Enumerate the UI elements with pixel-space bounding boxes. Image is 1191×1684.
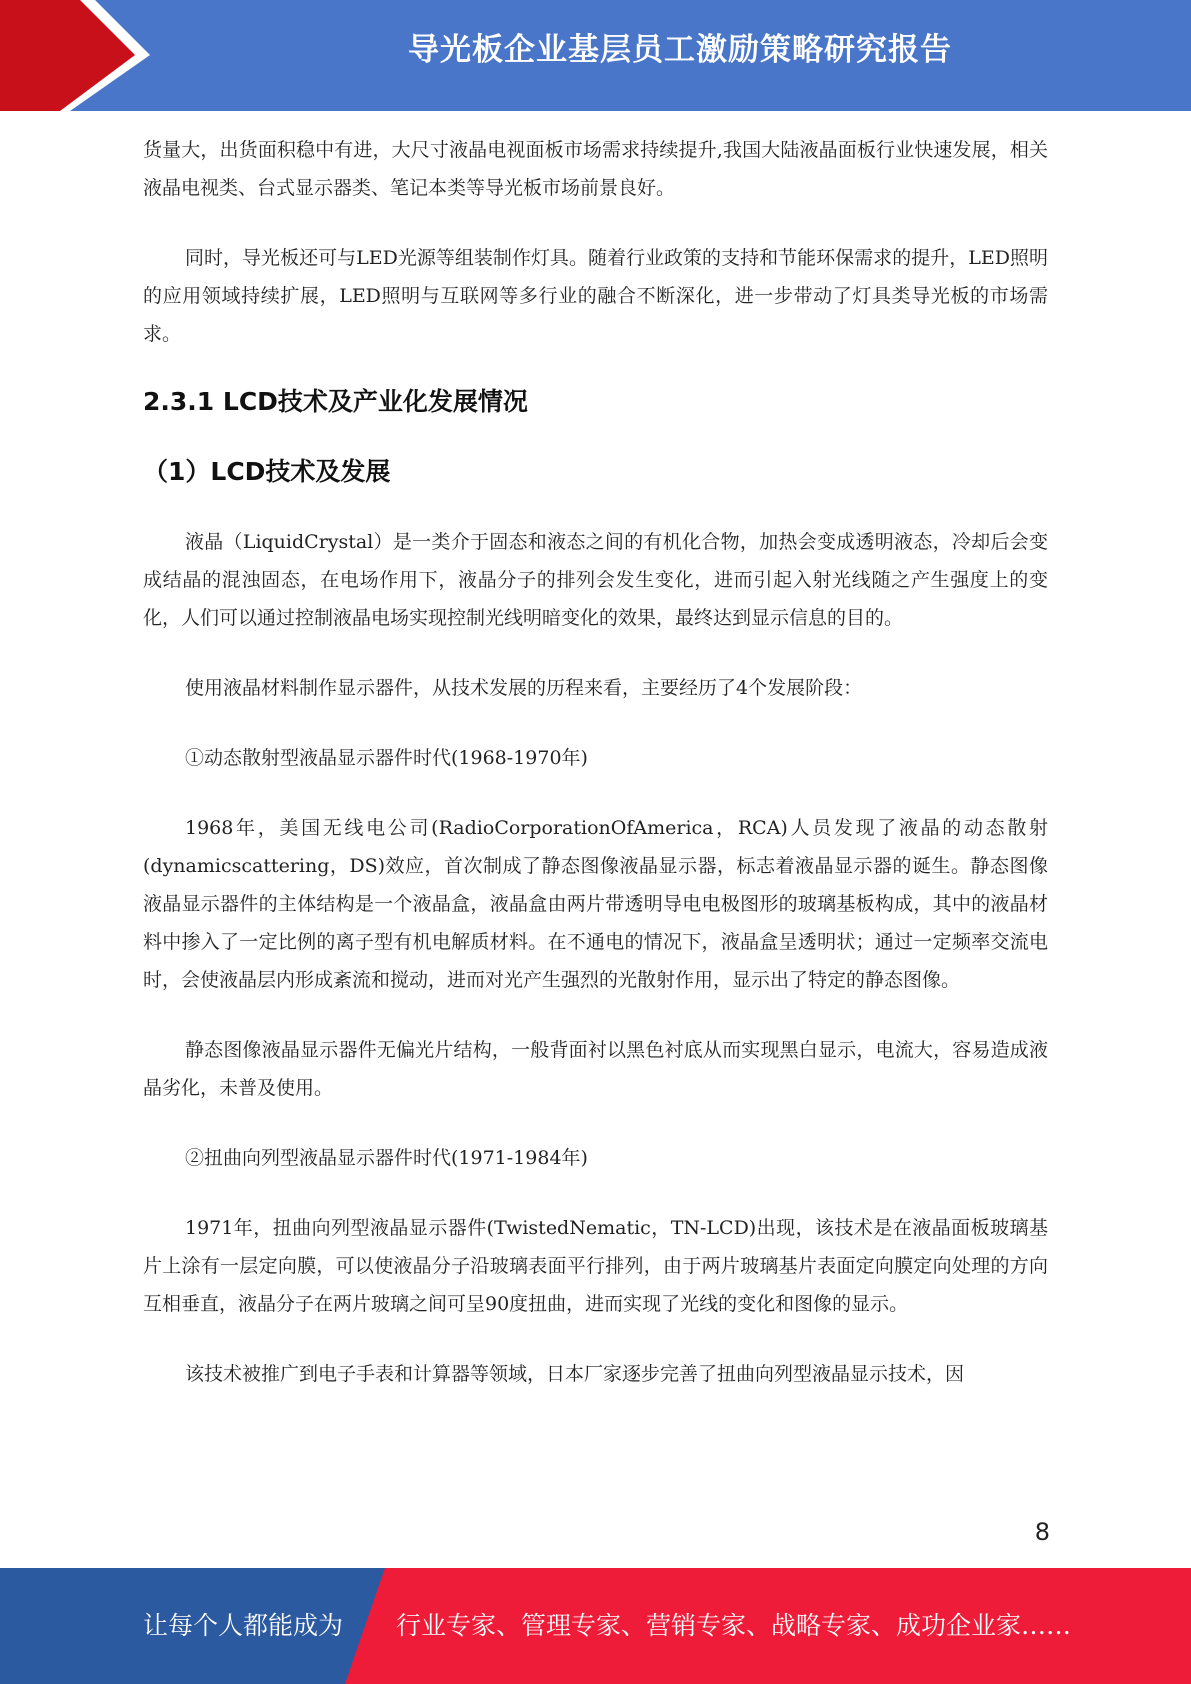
document-body xyxy=(143,131,1048,1393)
paragraph: 货量大，出货面积稳中有进，大尺寸液晶电视面板市场需求持续提升,我国大陆液晶面板行业快速发展，相关液晶电视类、台式显示器类、笔记本类等导光板市场前景良好。 xyxy=(143,139,1048,199)
paragraph: 使用液晶材料制作显示器件，从技术发展的历程来看，主要经历了4个发展阶段： xyxy=(185,677,863,699)
paragraph: 1968年，美国无线电公司(RadioCorporationOfAmerica，RCA)人员发现了液晶的动态散射(dynamicscattering，DS)效应，首次制成了静态图像液晶显示器，标志着液晶显示器的诞生。静态图像液晶显示器件的主体结构是一个液晶盒，液晶盒由两片带透明导电电极图形的玻璃基板构成，其中的液晶材料中掺入了一定比例的离子型有机电解质材料。在不通电的情况下，液晶盒呈透明状；通过一定频率交流电时，会使液晶层内形成紊流和搅动，进而对光产生强烈的光散射作用，显示出了特定的静态图像。 xyxy=(143,817,1048,991)
page-header xyxy=(0,0,1191,111)
subsection-heading: （1）LCD技术及发展 xyxy=(143,457,391,486)
section-heading: 2.3.1 LCD技术及产业化发展情况 xyxy=(143,387,528,416)
paragraph: 静态图像液晶显示器件无偏光片结构，一般背面衬以黑色衬底从而实现黑白显示，电流大，容易造成液晶劣化，未普及使用。 xyxy=(143,1039,1048,1099)
report-title: 导光板企业基层员工激励策略研究报告 xyxy=(408,32,952,68)
paragraph: 同时，导光板还可与LED光源等组装制作灯具。随着行业政策的支持和节能环保需求的提升，LED照明的应用领域持续扩展，LED照明与互联网等多行业的融合不断深化，进一步带动了灯具类导光板的市场需求。 xyxy=(143,247,1048,345)
paragraph: 该技术被推广到电子手表和计算器等领域，日本厂家逐步完善了扭曲向列型液晶显示技术，因 xyxy=(185,1363,965,1385)
footer-slogan-left: 让每个人都能成为 xyxy=(143,1611,344,1640)
page-footer xyxy=(0,1568,1191,1684)
header-arrow-decoration xyxy=(0,0,150,111)
page-number: 8 xyxy=(1034,1518,1050,1546)
paragraph: ①动态散射型液晶显示器件时代(1968-1970年) xyxy=(185,747,588,769)
paragraph: 1971年，扭曲向列型液晶显示器件(TwistedNematic，TN-LCD)出现，该技术是在液晶面板玻璃基片上涂有一层定向膜，可以使液晶分子沿玻璃表面平行排列，由于两片玻璃基片表面定向膜定向处理的方向互相垂直，液晶分子在两片玻璃之间可呈90度扭曲，进而实现了光线的变化和图像的显示。 xyxy=(143,1217,1048,1315)
paragraph: ②扭曲向列型液晶显示器件时代(1971-1984年) xyxy=(185,1147,588,1169)
footer-slogan-right: 行业专家、管理专家、营销专家、战略专家、成功企业家…… xyxy=(396,1611,1072,1640)
paragraph: 液晶（LiquidCrystal）是一类介于固态和液态之间的有机化合物，加热会变成透明液态，冷却后会变成结晶的混浊固态，在电场作用下，液晶分子的排列会发生变化，进而引起入射光线随之产生强度上的变化，人们可以通过控制液晶电场实现控制光线明暗变化的效果，最终达到显示信息的目的。 xyxy=(143,531,1048,629)
